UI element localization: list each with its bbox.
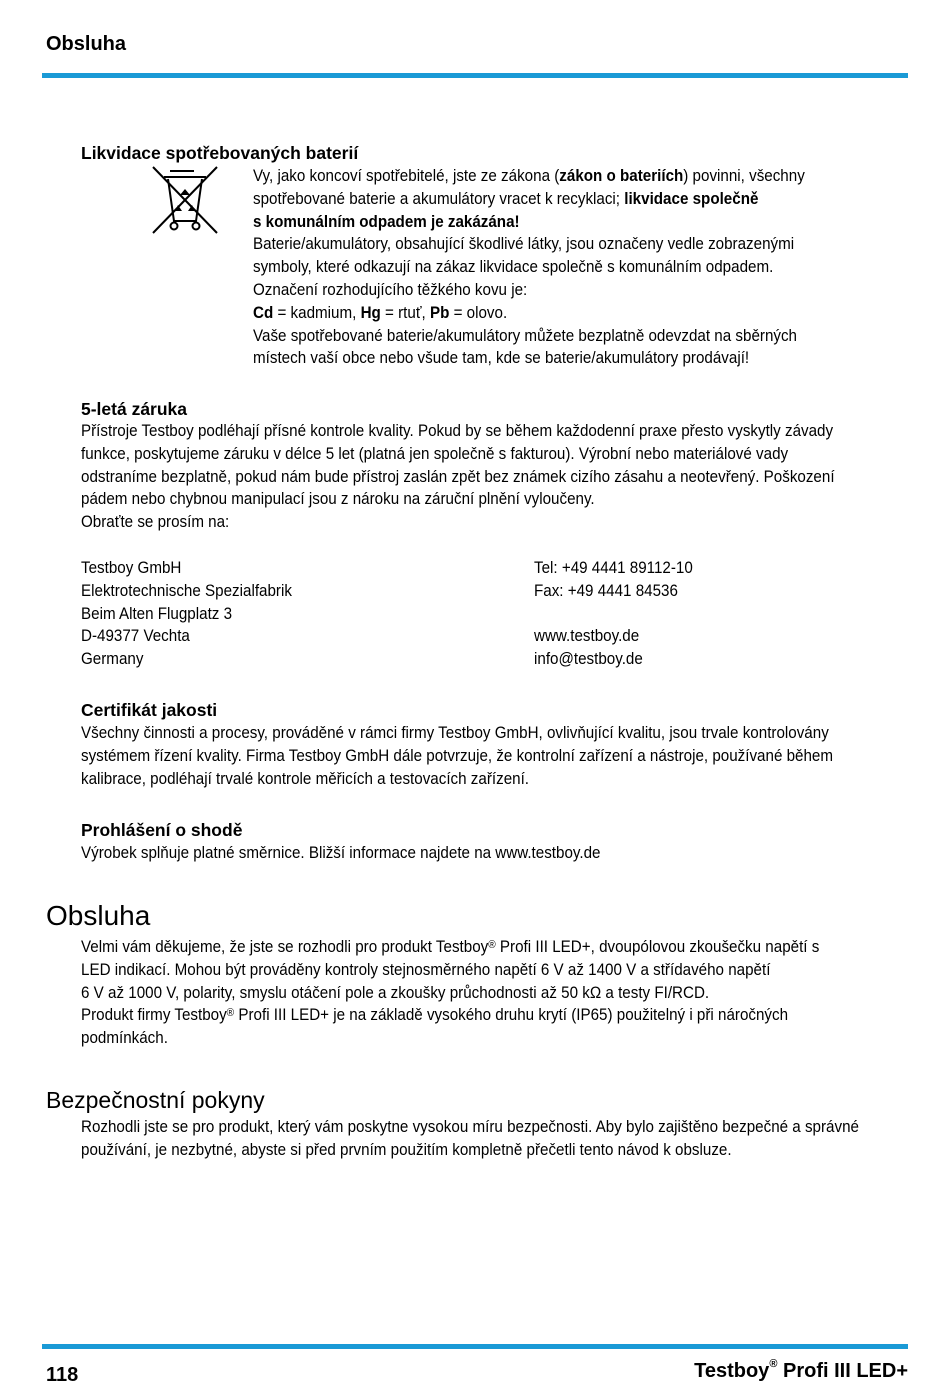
- warranty-heading: 5-letá záruka: [81, 399, 188, 419]
- phone-number: Tel: +49 4441 89112-10: [534, 559, 693, 577]
- safety-line: používání, je nezbytné, abyste si před prvním použitím kompletně přečetli tento návod k obsluze.: [81, 1140, 732, 1159]
- warranty-line: funkce, poskytujeme záruku v délce 5 let (platná jen společně s fakturou). Výrobní nebo materiálové vady: [81, 444, 789, 463]
- operation-line-1: Velmi vám děkujeme, že jste se rozhodli pro produkt Testboy® Profi III LED+, dvoupólovou zkoušečku napětí s: [81, 938, 820, 956]
- quality-text: [81, 722, 835, 790]
- operation-heading: Obsluha: [46, 900, 151, 931]
- omega-symbol: Ω: [589, 983, 602, 1002]
- quality-heading: Certifikát jakosti: [81, 700, 218, 720]
- fax-number: Fax: +49 4441 84536: [534, 581, 678, 600]
- company-subtitle: Elektrotechnische Spezialfabrik: [81, 581, 292, 600]
- battery-text: [253, 165, 805, 370]
- operation-line-2: LED indikací. Mohou být prováděny kontroly stejnosměrného napětí 6 V až 1400 V a střídavého napětí: [81, 960, 771, 979]
- battery-line-5: symboly, které odkazují na zákaz likvidace společně s komunálním odpadem.: [253, 258, 774, 277]
- warranty-line: odstraníme bezplatně, pokud nám bude přístroj zaslán zpět bez známek cizího zásahu a neotevřený. Poškození: [81, 467, 835, 486]
- battery-line-6: Označení rozhodujícího těžkého kovu je:: [253, 280, 528, 299]
- website-link[interactable]: www.testboy.de: [534, 627, 640, 646]
- contact-spacer: [534, 603, 693, 626]
- street-address: Beim Alten Flugplatz 3: [81, 604, 233, 623]
- footer-rule: [42, 1344, 908, 1349]
- contact-channels: [534, 557, 693, 671]
- warranty-text: [81, 420, 835, 534]
- battery-line-8: Vaše spotřebované baterie/akumulátory můžete bezplatně odevzdat na sběrných: [253, 326, 798, 345]
- safety-line: Rozhodli jste se pro produkt, který vám poskytne vysokou míru bezpečnosti. Aby bylo zajištěno bezpečné a správné: [81, 1118, 859, 1136]
- battery-line-3: s komunálním odpadem je zakázána!: [253, 212, 520, 231]
- postal-city: D-49377 Vechta: [81, 627, 190, 646]
- warranty-line: pádem nebo chybnou manipulací jsou z nároku na záruční plnění vyloučeny.: [81, 490, 595, 509]
- quality-line: kalibrace, podléhají trvalé kontrole měřicích a testovacích zařízení.: [81, 769, 530, 788]
- warranty-line: Obraťte se prosím na:: [81, 513, 230, 532]
- contact-address: [81, 557, 292, 671]
- page-number: 118: [46, 1364, 79, 1386]
- country: Germany: [81, 650, 144, 669]
- operation-line-3: 6 V až 1000 V, polarity, smyslu otáčení pole a zkoušky průchodnosti až 50 kΩ a testy FI/RCD.: [81, 983, 710, 1002]
- battery-line-9: místech vaší obce nebo všude tam, kde se baterie/akumulátory prodávají!: [253, 349, 750, 368]
- battery-line-4: Baterie/akumulátory, obsahující škodlivé látky, jsou označeny vedle zobrazenými: [253, 235, 795, 254]
- footer-product-name: Testboy® Profi III LED+: [694, 1358, 908, 1382]
- conformity-text: [81, 842, 835, 865]
- page-header-title: Obsluha: [46, 33, 127, 55]
- crossed-out-bin-icon: [150, 165, 220, 235]
- operation-text: [81, 936, 835, 1050]
- operation-line-5: podmínkách.: [81, 1029, 168, 1048]
- operation-line-4: Produkt firmy Testboy® Profi III LED+ je na základě vysokého druhu krytí (IP65) použitelný i při náročných: [81, 1006, 789, 1025]
- header-rule: [42, 73, 908, 78]
- battery-heading: Likvidace spotřebovaných baterií: [81, 143, 359, 163]
- email-link[interactable]: info@testboy.de: [534, 650, 643, 669]
- quality-line: systémem řízení kvality. Firma Testboy GmbH dále potvrzuje, že kontrolní zařízení a nástroje, používané během: [81, 746, 834, 765]
- company-name: Testboy GmbH: [81, 559, 182, 577]
- battery-metals-line: Cd = kadmium, Hg = rtuť, Pb = olovo.: [253, 303, 508, 322]
- safety-text: [81, 1116, 859, 1162]
- safety-heading: Bezpečnostní pokyny: [46, 1087, 265, 1113]
- warranty-line: Přístroje Testboy podléhají přísné kontrole kvality. Pokud by se během každodenní praxe přesto vyskytly závady: [81, 422, 834, 440]
- conformity-line: Výrobek splňuje platné směrnice. Bližší informace najdete na www.testboy.de: [81, 844, 601, 862]
- conformity-heading: Prohlášení o shodě: [81, 820, 243, 840]
- battery-line-2: spotřebované baterie a akumulátory vracet k recyklaci; likvidace společně: [253, 189, 759, 208]
- battery-line-1: Vy, jako koncoví spotřebitelé, jste ze zákona (zákon o bateriích) povinni, všechny: [253, 167, 805, 185]
- quality-line: Všechny činnosti a procesy, prováděné v rámci firmy Testboy GmbH, ovlivňující kvalitu, jsou trvale kontrolovány: [81, 724, 829, 742]
